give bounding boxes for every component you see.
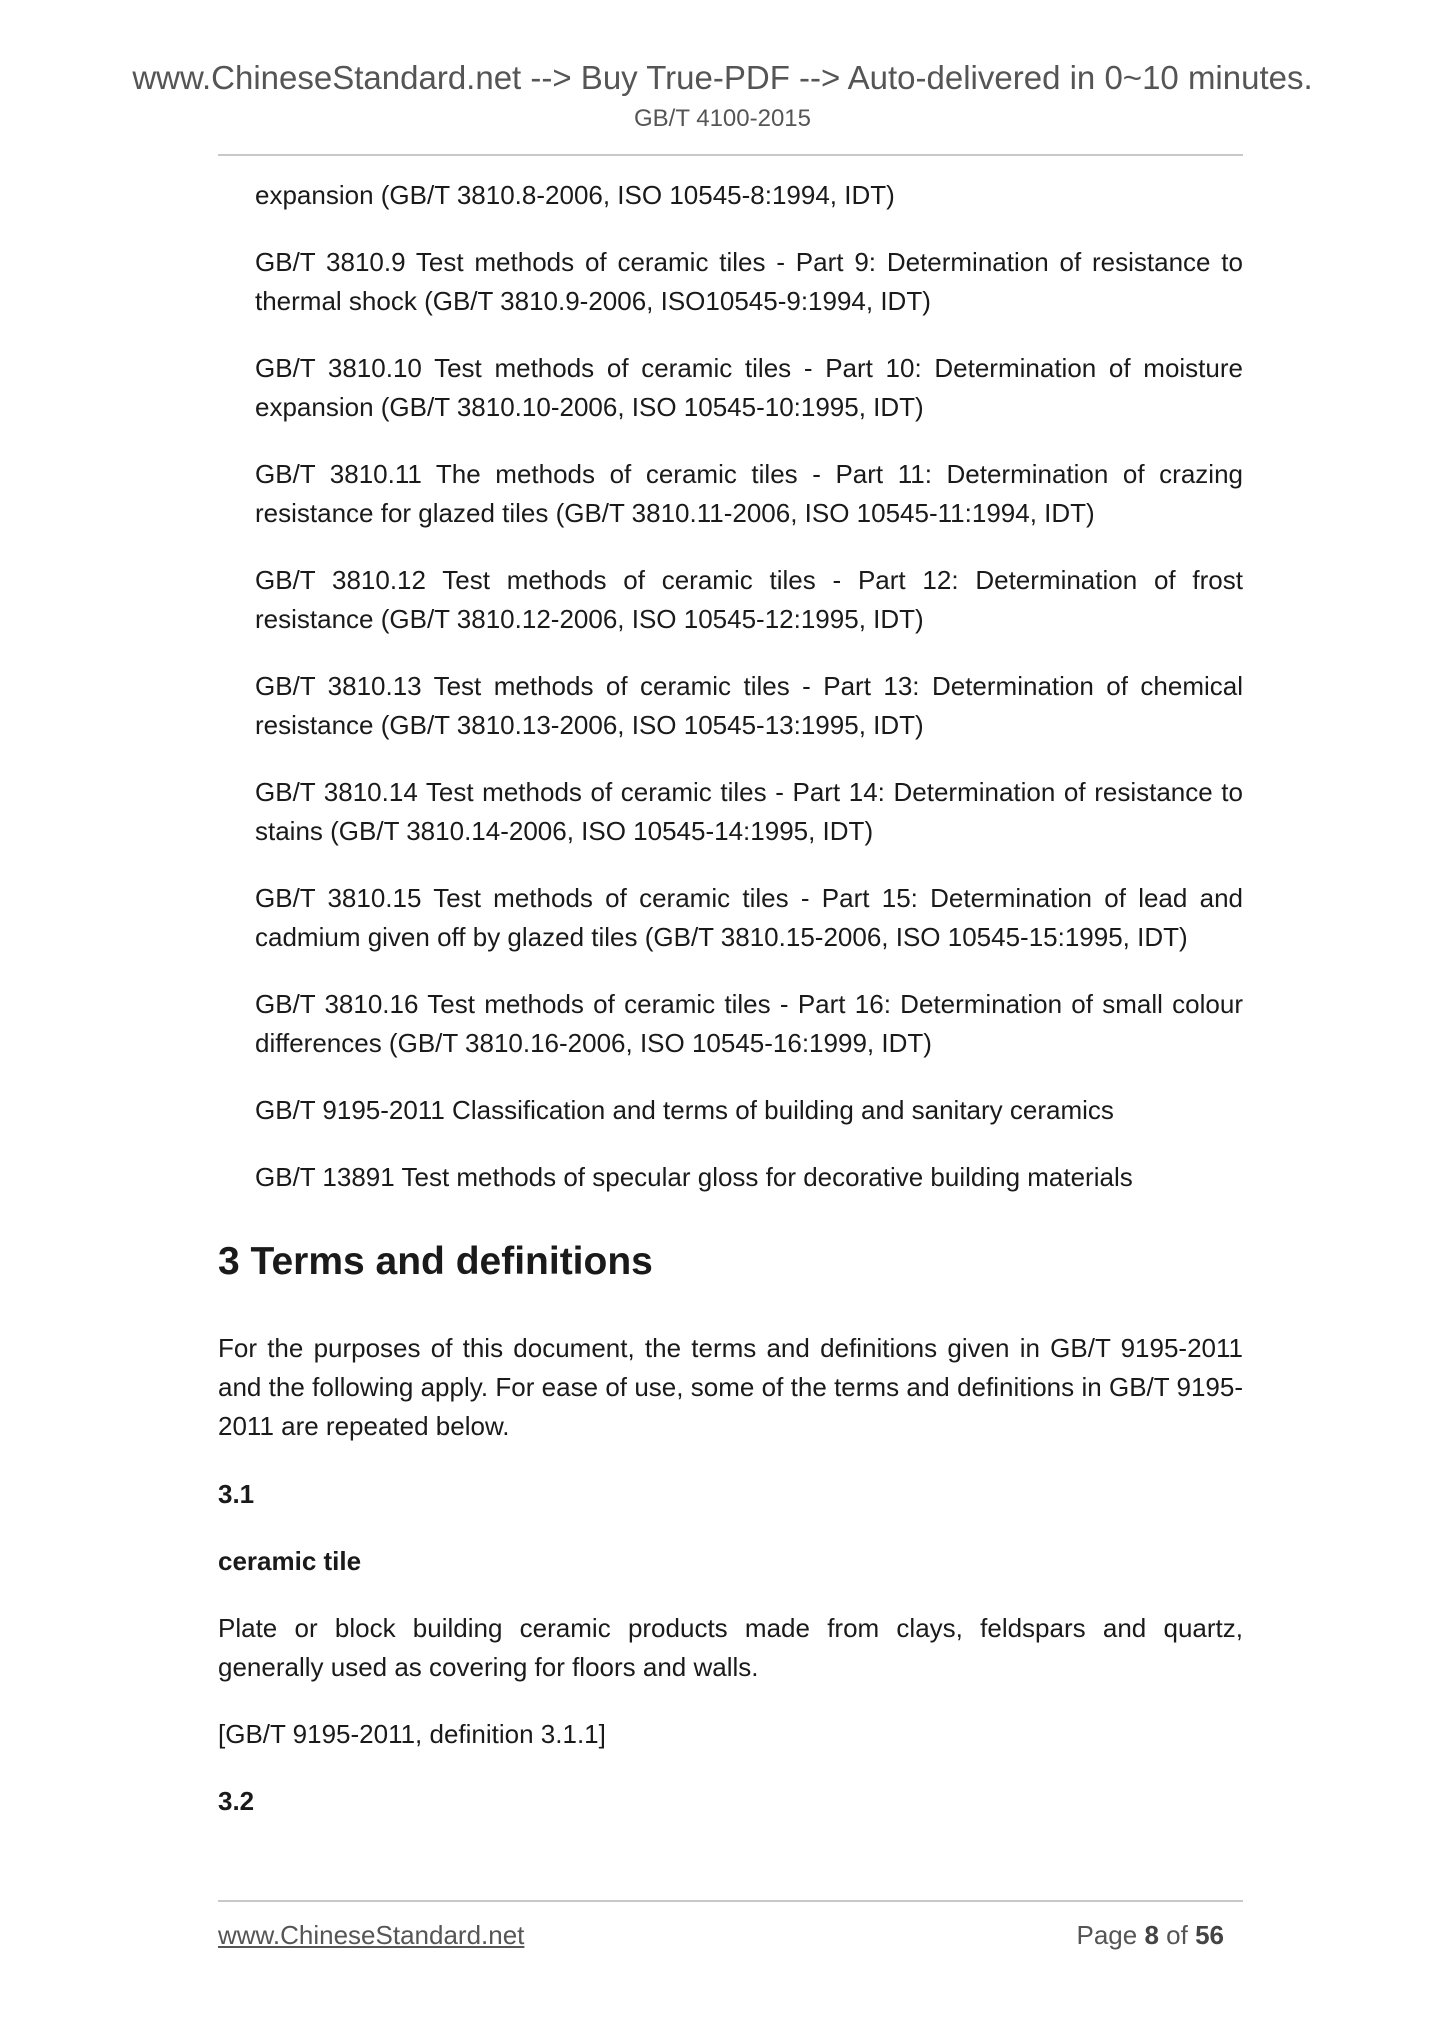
reference-item: GB/T 3810.15 Test methods of ceramic tiles - Part 15: Determination of lead and cadmium given off by glazed tiles (GB/T 3810.15-2006, ISO 10545-15:1995, IDT) [255,883,1243,952]
section-intro: For the purposes of this document, the terms and definitions given in GB/T 9195-2011 and the following apply. For ease of use, some of the terms and definitions in GB/T 9195-2011 are repeated below. [218,1333,1243,1441]
reference-item: GB/T 3810.11 The methods of ceramic tiles - Part 11: Determination of crazing resistance for glazed tiles (GB/T 3810.11-2006, ISO 10545-11:1994, IDT) [255,459,1243,528]
page-of: of [1166,1920,1188,1950]
reference-item: GB/T 3810.14 Test methods of ceramic tiles - Part 14: Determination of resistance to stains (GB/T 3810.14-2006, ISO 10545-14:1995, IDT) [255,777,1243,846]
term-definition: Plate or block building ceramic products made from clays, feldspars and quartz, generally used as covering for floors and walls. [218,1613,1243,1682]
term-number: 3.1 [218,1479,255,1509]
page-total: 56 [1195,1920,1224,1950]
reference-item: GB/T 13891 Test methods of specular gloss for decorative building materials [255,1162,1133,1192]
term-source: [GB/T 9195-2011, definition 3.1.1] [218,1719,606,1749]
reference-item: expansion (GB/T 3810.8-2006, ISO 10545-8:1994, IDT) [255,180,895,210]
reference-item: GB/T 9195-2011 Classification and terms of building and sanitary ceramics [255,1095,1114,1125]
reference-item: GB/T 3810.9 Test methods of ceramic tiles - Part 9: Determination of resistance to thermal shock (GB/T 3810.9-2006, ISO10545-9:1994, IDT) [255,247,1243,316]
page-current: 8 [1144,1920,1159,1950]
header-divider [218,154,1243,156]
reference-item: GB/T 3810.12 Test methods of ceramic tiles - Part 12: Determination of frost resistance (GB/T 3810.12-2006, ISO 10545-12:1995, IDT) [255,565,1243,634]
page-indicator [1076,1918,1224,1952]
standard-code: GB/T 4100-2015 [633,105,811,132]
term-number: 3.2 [218,1786,255,1816]
reference-item: GB/T 3810.13 Test methods of ceramic tiles - Part 13: Determination of chemical resistance (GB/T 3810.13-2006, ISO 10545-13:1995, IDT) [255,671,1243,740]
reference-item: GB/T 3810.16 Test methods of ceramic tiles - Part 16: Determination of small colour differences (GB/T 3810.16-2006, ISO 10545-16:1999, IDT) [255,989,1243,1058]
reference-item: GB/T 3810.10 Test methods of ceramic tiles - Part 10: Determination of moisture expansion (GB/T 3810.10-2006, ISO 10545-10:1995, IDT) [255,353,1243,422]
page-prefix: Page [1076,1920,1138,1950]
section-heading: 3 Terms and definitions [218,1240,653,1283]
footer-site-link[interactable]: www.ChineseStandard.net [218,1920,525,1950]
term-name: ceramic tile [218,1546,362,1576]
footer-divider [218,1900,1243,1902]
header-banner[interactable]: www.ChineseStandard.net --> Buy True-PDF --> Auto-delivered in 0~10 minutes. [132,59,1313,96]
